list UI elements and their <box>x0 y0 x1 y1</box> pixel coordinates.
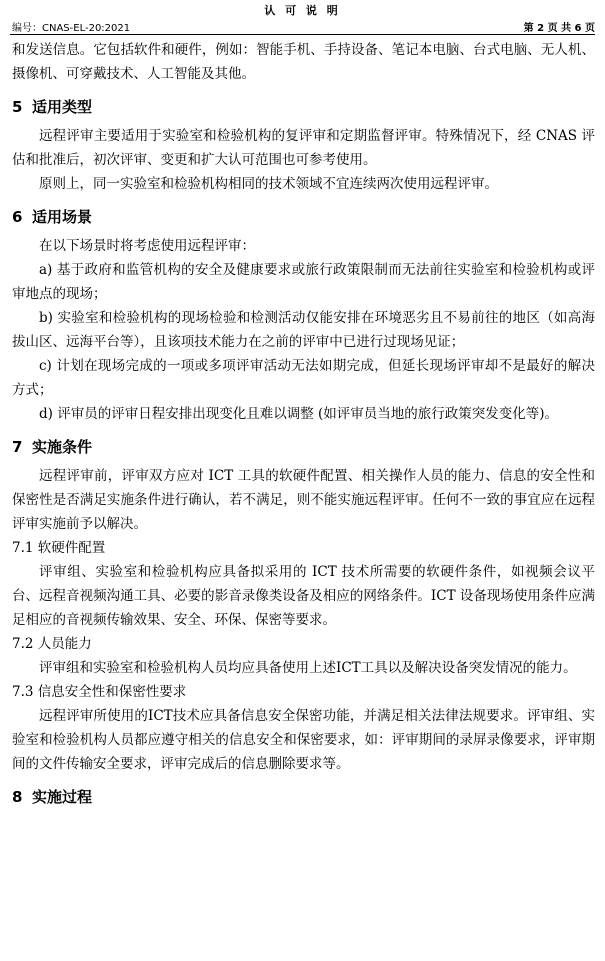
section-8-number: 8 <box>12 788 23 806</box>
section-7-paragraph: 远程评审前，评审双方应对 ICT 工具的软硬件配置、相关操作人员的能力、信息的安全性和保密性是否满足实施条件进行确认，若不满足，则不能实施远程评审。任何不一致的事宜应在远程评审实施前予以解决。 <box>12 468 595 532</box>
section-7-heading <box>12 434 595 460</box>
section-6-number: 6 <box>12 208 23 226</box>
intro-paragraph: 和发送信息。它包括软件和硬件，例如：智能手机、手持设备、笔记本电脑、台式电脑、无人机、摄像机、可穿戴技术、人工智能及其他。 <box>12 42 595 82</box>
section-6-item-b: b) 实验室和检验机构的现场检验和检测活动仅能安排在环境恶劣且不易前往的地区（如高海拔山区、远海平台等），且该项技术能力在之前的评审中已进行过现场见证； <box>12 310 595 350</box>
section-5-title: 适用类型 <box>32 98 93 116</box>
document-body <box>12 38 595 814</box>
section-7-number: 7 <box>12 438 23 456</box>
header-title: 认 可 说 明 <box>264 4 341 17</box>
subsection-7-3-heading: 7.3 信息安全性和保密性要求 <box>12 684 187 700</box>
page-number: 第 2 页 共 6 页 <box>523 23 595 34</box>
document-code: 编号：CNAS-EL-20:2021 <box>12 23 131 34</box>
subsection-7-2-heading: 7.2 人员能力 <box>12 636 92 652</box>
subsection-7-3-text: 远程评审所使用的ICT技术应具备信息安全保密功能，并满足相关法律法规要求。评审组、实验室和检验机构人员都应遵守相关的信息安全和保密要求，如：评审期间的录屏录像要求，评审期间的文件传输安全要求，评审完成后的信息删除要求等。 <box>12 708 595 772</box>
section-6-item-a: a) 基于政府和监管机构的安全及健康要求或旅行政策限制而无法前往实验室和检验机构或评审地点的现场； <box>12 262 595 302</box>
section-5-paragraph-1: 远程评审主要适用于实验室和检验机构的复评审和定期监督评审。特殊情况下，经 CNAS 评估和批准后，初次评审、变更和扩大认可范围也可参考使用。 <box>12 128 595 168</box>
section-5-paragraph-2: 原则上，同一实验室和检验机构相同的技术领域不宜连续两次使用远程评审。 <box>39 176 498 192</box>
section-5-number: 5 <box>12 98 23 116</box>
section-8-heading <box>12 784 595 810</box>
subsection-7-2-text: 评审组和实验室和检验机构人员均应具备使用上述ICT工具以及解决设备突发情况的能力。 <box>39 660 577 676</box>
section-7-title: 实施条件 <box>32 438 93 456</box>
header-rule <box>10 34 595 35</box>
section-6-intro: 在以下场景时将考虑使用远程评审： <box>39 238 255 254</box>
section-6-item-c: c) 计划在现场完成的一项或多项评审活动无法如期完成，但延长现场评审却不是最好的解决方式； <box>12 358 595 398</box>
subsection-7-1-text: 评审组、实验室和检验机构应具备拟采用的 ICT 技术所需要的软硬件条件，如视频会议平台、远程音视频沟通工具、必要的影音录像类设备及相应的网络条件。ICT 设备现场使用条件应满足相应的音视频传输效果、安全、环保、保密等要求。 <box>12 564 595 628</box>
section-6-title: 适用场景 <box>32 208 93 226</box>
section-6-item-d: d) 评审员的评审日程安排出现变化且难以调整 (如评审员当地的旅行政策突发变化等)。 <box>39 406 559 422</box>
section-8-title: 实施过程 <box>32 788 93 806</box>
subsection-7-1-heading: 7.1 软硬件配置 <box>12 540 106 556</box>
section-5-heading <box>12 94 595 120</box>
section-6-heading <box>12 204 595 230</box>
